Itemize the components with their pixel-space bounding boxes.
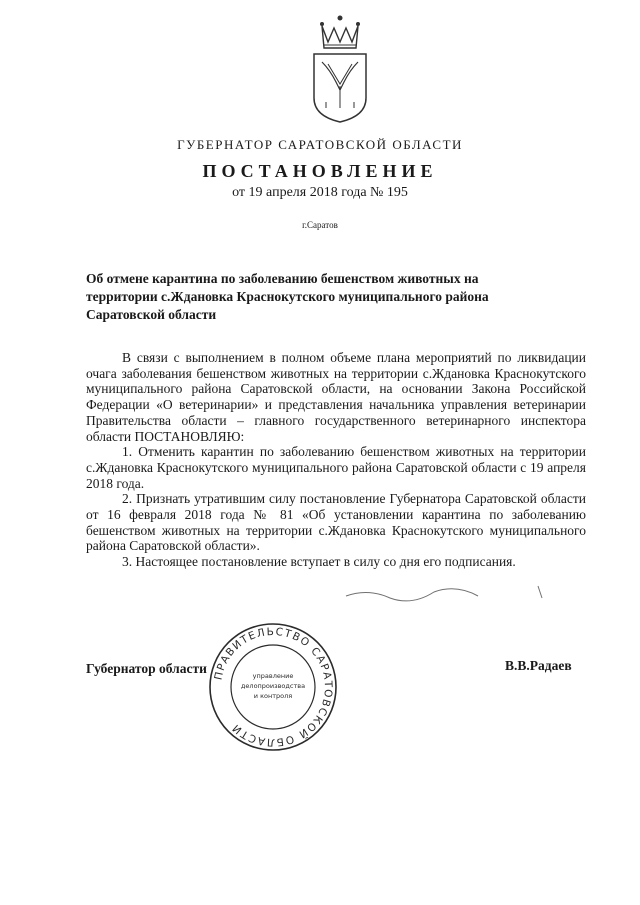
clause-2: 2. Признать утратившим силу постановление Губернатора Саратовской области от 16 февраля 2018 года № 81 «Об установлении карантина по заболеванию бешенством животных на территории с.Ждановка Краснокутского муниципального района Саратовской области». (86, 491, 586, 554)
official-stamp (206, 620, 340, 754)
coat-of-arms-icon (300, 12, 380, 124)
issuing-authority: ГУБЕРНАТОР САРАТОВСКОЙ ОБЛАСТИ (177, 137, 463, 152)
stamp-ring-text: ПРАВИТЕЛЬСТВО САРАТОВСКОЙ ОБЛАСТИ (212, 625, 335, 749)
signatory-name: В.В.Радаев (505, 658, 572, 673)
preamble-paragraph: В связи с выполнением в полном объеме плана мероприятий по ликвидации очага заболевания бешенством животных на территории с.Ждановка Краснокутского муниципального района Саратовской области, на основании Закона Российской Федерации «О ветеринарии» и представления начальника управления ветеринарии Правительства области – главного государственного ветеринарного инспектора области ПОСТАНОВЛЯЮ: (86, 350, 586, 444)
document-type-title: ПОСТАНОВЛЕНИЕ (202, 161, 438, 181)
document-body (86, 350, 586, 570)
handwritten-mark (338, 580, 548, 610)
issuing-city: г.Саратов (302, 220, 338, 230)
stamp-line-2: делопроизводства (240, 682, 306, 690)
document-date-number: от 19 апреля 2018 года № 195 (232, 185, 408, 200)
clause-1: 1. Отменить карантин по заболеванию бешенством животных на территории с.Ждановка Краснокутского муниципального района Саратовской области с 19 апреля 2018 года. (86, 444, 586, 491)
signatory-title: Губернатор области (86, 661, 207, 676)
stamp-line-3: и контроля (253, 692, 293, 700)
document-subject: Об отмене карантина по заболеванию бешенством животных на территории с.Ждановка Краснокутского муниципального района Саратовской области (86, 271, 489, 322)
stamp-line-1: управление (252, 672, 294, 680)
clause-3: 3. Настоящее постановление вступает в силу со дня его подписания. (122, 554, 516, 570)
